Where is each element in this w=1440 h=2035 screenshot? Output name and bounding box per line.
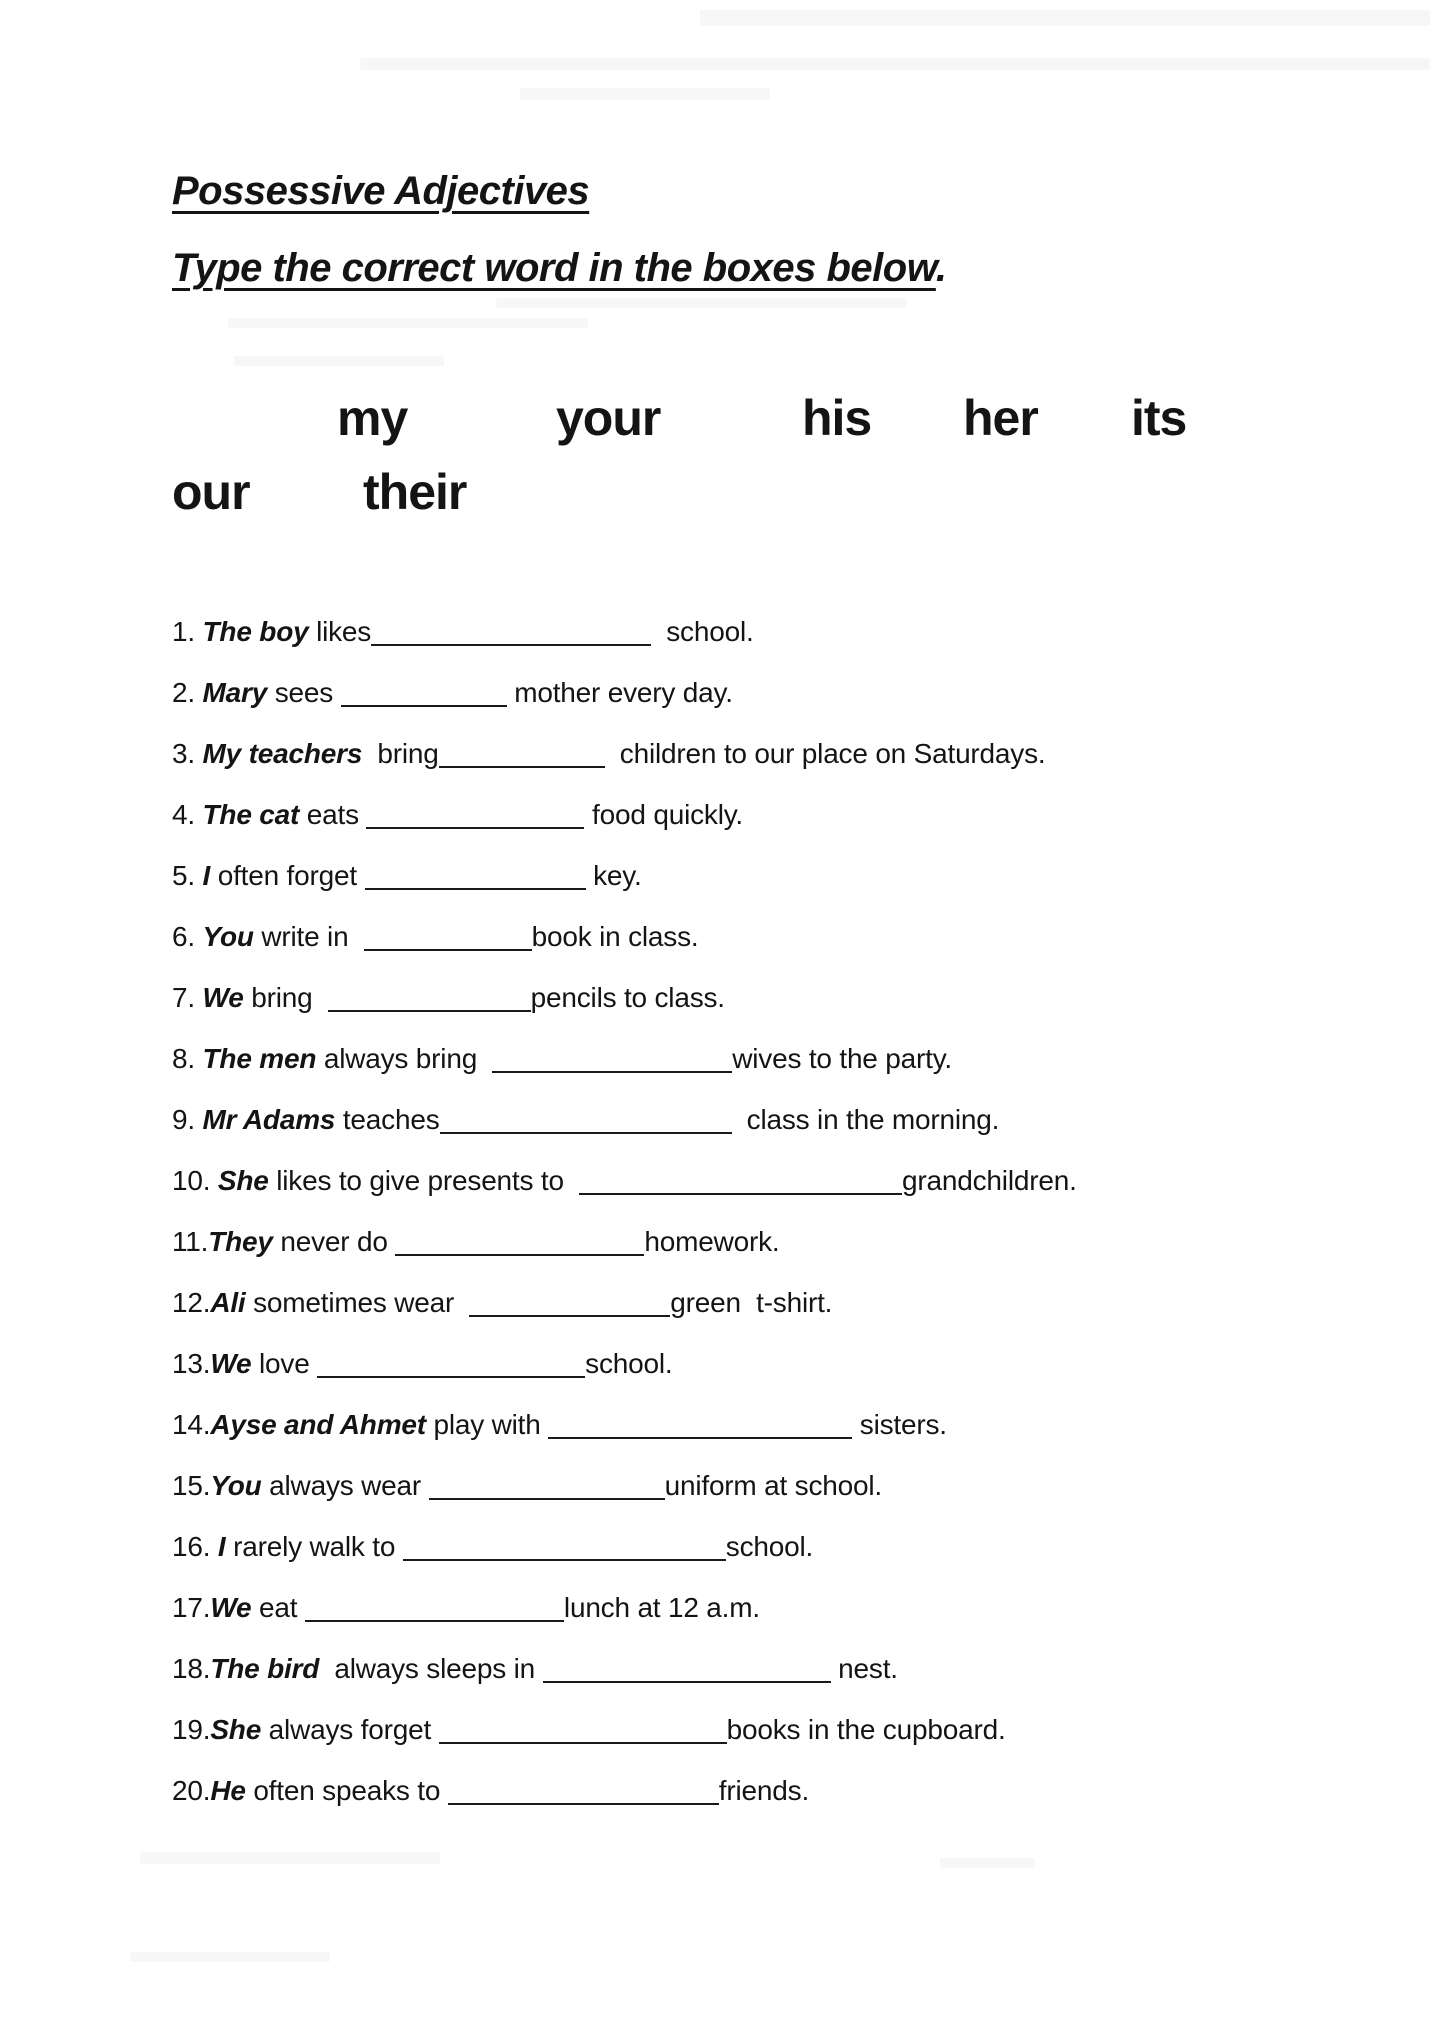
item-number: 13. — [172, 1348, 211, 1379]
exercise-item-14 — [172, 1394, 1432, 1455]
item-subject: You — [210, 1470, 262, 1501]
item-text-post: school. — [651, 616, 754, 647]
item-subject: We — [210, 1592, 252, 1623]
item-text-post: class in the morning. — [731, 1104, 1000, 1135]
answer-blank-2[interactable] — [341, 705, 507, 707]
bank-word-its: its — [1131, 390, 1187, 446]
item-text-pre: always forget — [261, 1714, 439, 1745]
item-text-post: pencils to class. — [530, 982, 725, 1013]
item-text-post: sisters. — [852, 1409, 947, 1440]
item-text-post: wives to the party. — [732, 1043, 953, 1074]
item-text-pre: write in — [253, 921, 364, 952]
item-text-post: green t-shirt. — [670, 1287, 833, 1318]
item-number: 2. — [172, 677, 203, 708]
item-text-pre: likes — [308, 616, 372, 647]
item-text-post: uniform at school. — [664, 1470, 882, 1501]
item-number: 18. — [172, 1653, 211, 1684]
item-subject: You — [202, 921, 254, 952]
item-text-pre: always bring — [316, 1043, 493, 1074]
item-subject: We — [202, 982, 244, 1013]
exercise-item-16 — [172, 1516, 1432, 1577]
item-text-pre: often speaks to — [245, 1775, 448, 1806]
exercise-item-7 — [172, 967, 1432, 1028]
item-subject: I — [202, 860, 211, 891]
instruction-period: . — [935, 246, 947, 290]
instruction-text: Type the correct word in the boxes below — [172, 246, 936, 290]
item-text-post: grandchildren. — [902, 1165, 1077, 1196]
item-subject: The men — [202, 1043, 317, 1074]
item-text-post: key. — [585, 860, 642, 891]
exercise-item-17 — [172, 1577, 1432, 1638]
item-text-post: mother every day. — [506, 677, 733, 708]
item-text-pre: sometimes wear — [245, 1287, 470, 1318]
answer-blank-11[interactable] — [395, 1254, 644, 1256]
answer-blank-18[interactable] — [543, 1681, 831, 1683]
item-subject: The bird — [210, 1653, 320, 1684]
item-subject: My teachers — [202, 738, 363, 769]
exercise-item-15 — [172, 1455, 1432, 1516]
item-number: 11. — [172, 1226, 209, 1257]
item-text-pre: often forget — [210, 860, 365, 891]
item-subject: The cat — [202, 799, 300, 830]
scan-artifact — [700, 10, 1430, 26]
item-text-pre: never do — [272, 1226, 396, 1257]
item-number: 20. — [172, 1775, 211, 1806]
answer-blank-19[interactable] — [439, 1742, 727, 1744]
scan-artifact — [360, 58, 1430, 70]
answer-blank-15[interactable] — [429, 1498, 665, 1500]
item-number: 17. — [172, 1592, 211, 1623]
instruction-subtitle — [172, 245, 946, 291]
exercise-list — [172, 601, 1432, 1821]
item-subject: Ayse and Ahmet — [210, 1409, 426, 1440]
item-number: 9. — [172, 1104, 203, 1135]
item-number: 7. — [172, 982, 203, 1013]
item-text-pre: love — [251, 1348, 318, 1379]
item-subject: Mary — [202, 677, 268, 708]
answer-blank-13[interactable] — [317, 1376, 585, 1378]
bank-word-his: his — [802, 390, 872, 446]
item-number: 6. — [172, 921, 203, 952]
answer-blank-4[interactable] — [366, 827, 584, 829]
exercise-item-11 — [172, 1211, 1432, 1272]
item-text-post: friends. — [718, 1775, 810, 1806]
item-text-pre: rarely walk to — [225, 1531, 403, 1562]
item-text-pre: bring — [243, 982, 328, 1013]
answer-blank-14[interactable] — [548, 1437, 852, 1439]
item-number: 4. — [172, 799, 203, 830]
scan-artifact — [496, 298, 906, 308]
answer-blank-9[interactable] — [440, 1132, 732, 1134]
item-text-post: school. — [585, 1348, 673, 1379]
exercise-item-6 — [172, 906, 1432, 967]
exercise-item-18 — [172, 1638, 1432, 1699]
item-subject: I — [217, 1531, 226, 1562]
item-text-post: lunch at 12 a.m. — [563, 1592, 760, 1623]
item-text-post: school. — [725, 1531, 814, 1562]
item-text-post: books in the cupboard. — [726, 1714, 1006, 1745]
scan-artifact — [940, 1858, 1035, 1868]
item-text-pre: eats — [299, 799, 367, 830]
exercise-item-8 — [172, 1028, 1432, 1089]
item-subject: We — [210, 1348, 252, 1379]
item-subject: Mr Adams — [202, 1104, 336, 1135]
exercise-item-2 — [172, 662, 1432, 723]
exercise-item-10 — [172, 1150, 1432, 1211]
scan-artifact — [228, 318, 588, 328]
item-text-post: homework. — [644, 1226, 780, 1257]
answer-blank-1[interactable] — [371, 644, 651, 646]
answer-blank-10[interactable] — [579, 1193, 902, 1195]
item-text-pre: teaches — [335, 1104, 440, 1135]
answer-blank-7[interactable] — [328, 1010, 531, 1012]
item-number: 10. — [172, 1165, 218, 1196]
scan-artifact — [234, 356, 444, 366]
item-subject: Ali — [210, 1287, 246, 1318]
scan-artifact — [130, 1952, 330, 1962]
item-text-pre: likes to give presents to — [268, 1165, 580, 1196]
item-text-pre: eat — [251, 1592, 305, 1623]
bank-word-her: her — [963, 390, 1038, 446]
answer-blank-17[interactable] — [305, 1620, 564, 1622]
item-number: 1. — [172, 616, 203, 647]
bank-word-their: their — [363, 464, 467, 520]
exercise-item-20 — [172, 1760, 1432, 1821]
bank-word-our: our — [172, 464, 250, 520]
item-number: 8. — [172, 1043, 203, 1074]
item-subject: They — [208, 1226, 273, 1257]
answer-blank-8[interactable] — [492, 1071, 732, 1073]
exercise-item-12 — [172, 1272, 1432, 1333]
item-text-pre: sees — [267, 677, 341, 708]
scan-artifact — [520, 88, 770, 100]
item-number: 16. — [172, 1531, 218, 1562]
exercise-item-1 — [172, 601, 1432, 662]
item-number: 15. — [172, 1470, 211, 1501]
item-text-pre: play with — [425, 1409, 549, 1440]
answer-blank-3[interactable] — [439, 766, 605, 768]
item-number: 3. — [172, 738, 203, 769]
scan-artifact — [140, 1852, 440, 1864]
item-text-pre: bring — [362, 738, 439, 769]
item-text-post: children to our place on Saturdays. — [604, 738, 1046, 769]
item-text-post: book in class. — [531, 921, 699, 952]
answer-blank-20[interactable] — [448, 1803, 719, 1805]
page-title: Possessive Adjectives — [172, 169, 590, 213]
answer-blank-12[interactable] — [469, 1315, 670, 1317]
item-subject: He — [210, 1775, 246, 1806]
item-text-post: food quickly. — [584, 799, 744, 830]
item-subject: She — [210, 1714, 262, 1745]
item-subject: She — [217, 1165, 269, 1196]
item-text-pre: always wear — [261, 1470, 429, 1501]
item-text-pre: always sleeps in — [319, 1653, 543, 1684]
bank-word-your: your — [556, 390, 661, 446]
exercise-item-9 — [172, 1089, 1432, 1150]
item-number: 5. — [172, 860, 203, 891]
item-text-post: nest. — [830, 1653, 898, 1684]
exercise-item-13 — [172, 1333, 1432, 1394]
item-number: 14. — [172, 1409, 211, 1440]
item-number: 12. — [172, 1287, 211, 1318]
exercise-item-3 — [172, 723, 1432, 784]
answer-blank-5[interactable] — [365, 888, 586, 890]
answer-blank-6[interactable] — [364, 949, 532, 951]
item-number: 19. — [172, 1714, 211, 1745]
exercise-item-4 — [172, 784, 1432, 845]
answer-blank-16[interactable] — [403, 1559, 726, 1561]
exercise-item-19 — [172, 1699, 1432, 1760]
bank-word-my: my — [337, 390, 408, 446]
exercise-item-5 — [172, 845, 1432, 906]
item-subject: The boy — [202, 616, 309, 647]
